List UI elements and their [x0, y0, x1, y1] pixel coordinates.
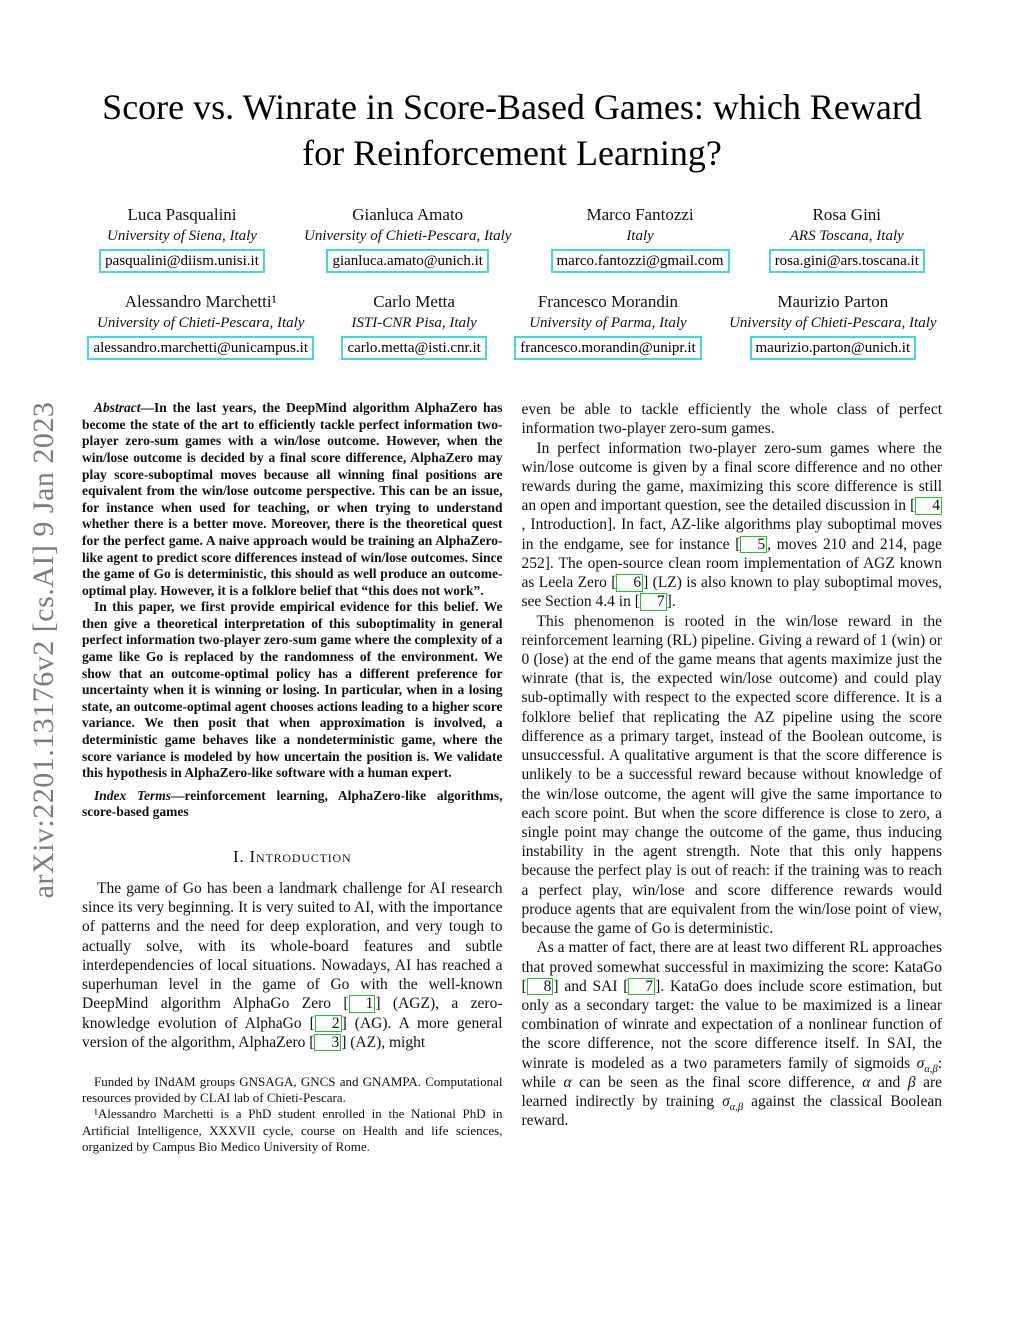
abstract-paragraph	[82, 400, 503, 599]
funding-footnote: Funded by INdAM groups GNSAGA, GNCS and GNAMPA. Computational resources provided by CLAI lab of Chieti-Pescara.	[82, 1073, 503, 1106]
footnotes-block	[82, 1074, 503, 1155]
author-block	[304, 204, 511, 273]
citation-link-5[interactable]: 5	[740, 536, 767, 554]
authors-row-1	[60, 204, 964, 273]
author-affiliation: University of Siena, Italy	[107, 228, 257, 245]
author-block	[341, 291, 486, 360]
author-name: Francesco Morandin	[537, 292, 679, 312]
abstract-label: Abstract	[94, 400, 141, 416]
index-terms-text: —reinforcement learning, AlphaZero-like algorithms, score-based games	[82, 787, 503, 820]
citation-link-1[interactable]: 1	[349, 995, 376, 1013]
author-email-link[interactable]: marco.fantozzi@gmail.com	[551, 249, 730, 273]
author-name: Carlo Metta	[373, 292, 455, 312]
citation-link-2[interactable]: 2	[315, 1015, 342, 1033]
abstract-text: —In the last years, the DeepMind algorithm AlphaZero has become the state of the art to efficiently tackle perfect information two-player zero-sum games with a win/lose outcome. However, when the win/lose outcome is decided by a final score difference, AlphaZero may play score-suboptimal moves because all winning final positions are equivalent from the win/lose outcome perspective. This can be an issue, for instance when used for teaching, or when trying to understand whether there is a better move. Moreover, there is the theoretical quest for the perfect game. A naive approach would be training an AlphaZero-like agent to predict score differences instead of win/lose outcomes. Since the game of Go is deterministic, this should as well produce an outcome-optimal play. However, it is a folklore belief that “this does not work”.	[82, 400, 503, 598]
author-block	[514, 291, 701, 360]
author-affiliation: ARS Toscana, Italy	[789, 228, 904, 245]
author-affiliation: University of Chieti-Pescara, Italy	[96, 315, 305, 332]
index-terms	[82, 788, 503, 821]
author-affiliation: University of Chieti-Pescara, Italy	[729, 315, 937, 332]
author-affiliation: University of Chieti-Pescara, Italy	[303, 228, 512, 245]
body-paragraph: As a matter of fact, there are at least two different RL approaches that proved somewhat successful in maximizing the score: KataGo [ 8 ] and SAI [ 7 ]. KataGo does include score estimation, but only as a secondary target: the value to be maximized is a linear combination of winrate and expectation of a nonlinear function of the score difference, not the score difference itself. In SAI, the winrate is modeled as a two parameters family of sigmoids $\sigma_{\alpha,\beta}$: while α can be seen as the final score difference, α and β are learned indirectly by training $\sigma_{\alpha,\beta}$ against the classical Boolean reward.	[521, 939, 942, 1130]
arxiv-watermark: arXiv:2201.13176v2 [cs.AI] 9 Jan 2023	[27, 401, 60, 899]
author-name: Marco Fantozzi	[586, 205, 694, 225]
author-block	[551, 204, 730, 273]
author-block	[729, 291, 936, 360]
citation-link-8[interactable]: 8	[527, 978, 554, 996]
body-paragraph: In perfect information two-player zero-sum games where the win/lose outcome is given by a final score difference and no other rewards during the game, maximizing this score difference is still an open and important question, see the detailed discussion in [ 4, Introduction]. In fact, AZ-like algorithms play suboptimal moves in the endgame, see for instance [ 5 , moves 210 and 214, page 252]. The open-source clean room implementation of AGZ known as Leela Zero [ 6 ] (LZ) is also known to play suboptimal moves, see Section 4.4 in [ 7 ].	[521, 439, 943, 611]
author-block	[99, 204, 265, 273]
left-column	[82, 400, 503, 1155]
author-name: Luca Pasqualini	[127, 205, 237, 225]
author-email-link[interactable]: francesco.morandin@unipr.it	[514, 336, 701, 360]
citation-link-3[interactable]: 3	[314, 1034, 341, 1052]
author-email-link[interactable]: alessandro.marchetti@unicampus.it	[87, 336, 314, 360]
index-terms-label: Index Terms	[94, 787, 172, 803]
paper-title: Score vs. Winrate in Score-Based Games: which Reward for Reinforcement Learning?	[102, 87, 922, 174]
author-affiliation: ISTI-CNR Pisa, Italy	[351, 315, 477, 332]
body-paragraph: This phenomenon is rooted in the win/lose reward in the reinforcement learning (RL) pipeline. Giving a reward of 1 (win) or 0 (lose) at the end of the game means that agents maximize just the winrate (that is, the expected win/lose outcome) and could play sub-optimally with respect to the expected score difference. It is a folklore belief that replicating the AZ pipeline using the score difference as a primary target, instead of the Boolean outcome, is unsuccessful. A qualitative argument is that the score difference is unlikely to be a successful reward because without knowledge of the win/lose outcome, the agent will give the same importance to each score point. But when the score difference is close to zero, a single point may change the outcome of the game, thus inducing instability in the agent strength. Note that this only happens because the perfect play is out of reach: if the training was to reach a perfect play, win/lose and score difference rewards would produce agents that are equivalent from the win/lose point of view, because the game of Go is deterministic.	[521, 612, 942, 938]
author-email-link[interactable]: carlo.metta@isti.cnr.it	[341, 336, 486, 360]
intro-paragraph: The game of Go has been a landmark challenge for AI research since its very beginning. It is very suited to AI, with the importance of patterns and the need for deep exploration, and very tough to actually solve, with its whole-board features and subtle interdependencies of local situations. Nowadays, AI has reached a superhuman level in the game of Go with the well-known DeepMind algorithm AlphaGo Zero [ 1 ] (AGZ), a zero-knowledge evolution of AlphaGo [ 2 ] (AG). A more general version of the algorithm, AlphaZero [ 3 ] (AZ), might	[82, 880, 503, 1051]
author-email-link[interactable]: pasqualini@diism.unisi.it	[99, 249, 265, 273]
authors-row-2	[60, 291, 964, 360]
section-heading-introduction: I. Introduction	[233, 847, 352, 866]
citation-link-4[interactable]: 4	[915, 497, 942, 515]
author-affiliation: University of Parma, Italy	[529, 315, 687, 332]
author-name: Maurizio Parton	[777, 292, 889, 312]
citation-link-7[interactable]: 7	[640, 593, 667, 611]
citation-link-7[interactable]: 7	[628, 978, 655, 996]
author-email-link[interactable]: maurizio.parton@unich.it	[750, 336, 917, 360]
two-column-body	[82, 400, 942, 1155]
author-block	[87, 291, 314, 360]
abstract-paragraph: In this paper, we first provide empirical evidence for this belief. We then give a theoretical interpretation of this suboptimality in general perfect information two-player zero-sum game where the complexity of a game like Go is replaced by the randomness of the environment. We show that an outcome-optimal policy has a different preference for uncertainty when it is winning or losing. In particular, when in a losing state, an outcome-optimal agent chooses actions leading to a higher score variance. We then posit that when approximation is involved, a deterministic game behaves like a nondeterministic game, where the score variance is modeled by how uncertain the position is. We validate this hypothesis in AlphaZero-like software with a human expert.	[82, 599, 503, 781]
author-email-link[interactable]: rosa.gini@ars.toscana.it	[769, 249, 925, 273]
author-name: Alessandro Marchetti¹	[124, 292, 277, 312]
author-block	[769, 204, 925, 273]
author-name: Gianluca Amato	[352, 205, 464, 225]
author-email-link[interactable]: gianluca.amato@unich.it	[326, 249, 488, 273]
author-footnote: ¹Alessandro Marchetti is a PhD student enrolled in the National PhD in Artificial Intelligence, XXXVII cycle, course on Health and life sciences, organized by Campus Bio Medico University of Rome.	[82, 1106, 503, 1154]
right-column	[522, 400, 943, 1155]
author-name: Rosa Gini	[812, 205, 882, 225]
body-paragraph: even be able to tackle efficiently the whole class of perfect information two-player zero-sum games.	[521, 401, 942, 438]
author-affiliation: Italy	[626, 228, 654, 245]
citation-link-6[interactable]: 6	[616, 574, 643, 592]
